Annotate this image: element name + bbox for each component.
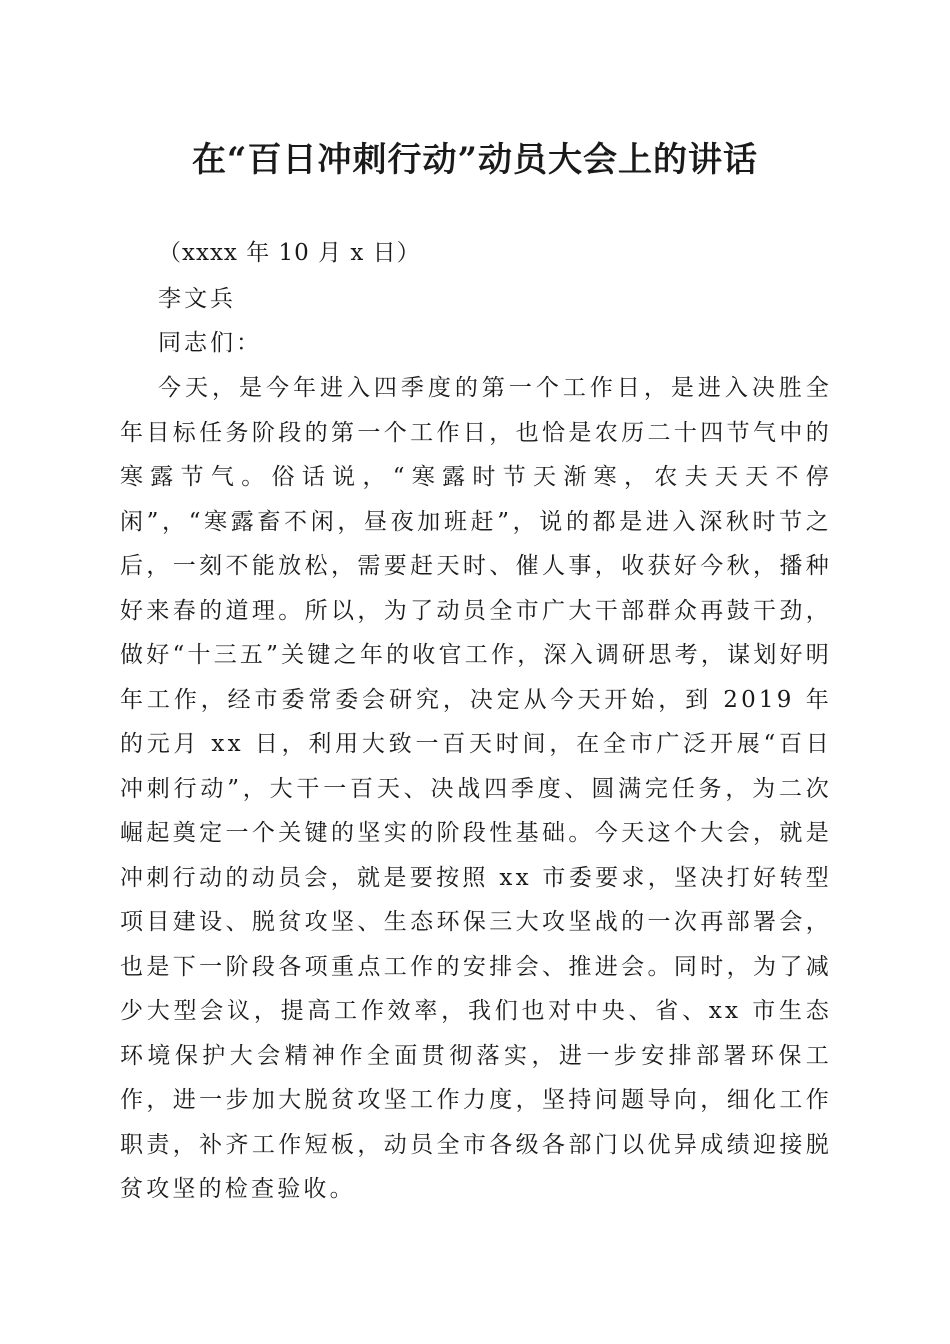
speech-date: （xxxx 年 10 月 x 日）: [158, 240, 421, 266]
speaker-name: 李文兵: [158, 286, 236, 312]
body-paragraph: 今天，是今年进入四季度的第一个工作日，是进入决胜全年目标任务阶段的第一个工作日，也恰是农历二十四节气中的寒露节气。俗话说，“寒露时节天渐寒，农夫天天不停闲”，“寒露畜不闲，昼夜加班赶”，说的都是进入深秋时节之后，一刻不能放松，需要赶天时、催人事，收获好今秋，播种好来春的道理。所以，为了动员全市广大干部群众再鼓干劲，做好“十三五”关键之年的收官工作，深入调研思考，谋划好明年工作，经市委常委会研究，决定从今天开始，到 2019 年的元月 xx 日，利用大致一百天时间，在全市广泛开展“百日冲刺行动”，大干一百天、决战四季度、圆满完任务，为二次崛起奠定一个关键的坚实的阶段性基础。今天这个大会，就是冲刺行动的动员会，就是要按照 xx 市委要求，坚决打好转型项目建设、脱贫攻坚、生态环保三大攻坚战的一次再部署会，也是下一阶段各项重点工作的安排会、推进会。同时，为了减少大型会议，提高工作效率，我们也对中央、省、xx 市生态环境保护大会精神作全面贯彻落实，进一步安排部署环保工作，进一步加大脱贫攻坚工作力度，坚持问题导向，细化工作职责，补齐工作短板，动员全市各级各部门以优异成绩迎接脱贫攻坚的检查验收。: [120, 375, 832, 1202]
document-title: 在“百日冲刺行动”动员大会上的讲话: [191, 140, 759, 180]
salutation: 同志们：: [158, 330, 262, 356]
